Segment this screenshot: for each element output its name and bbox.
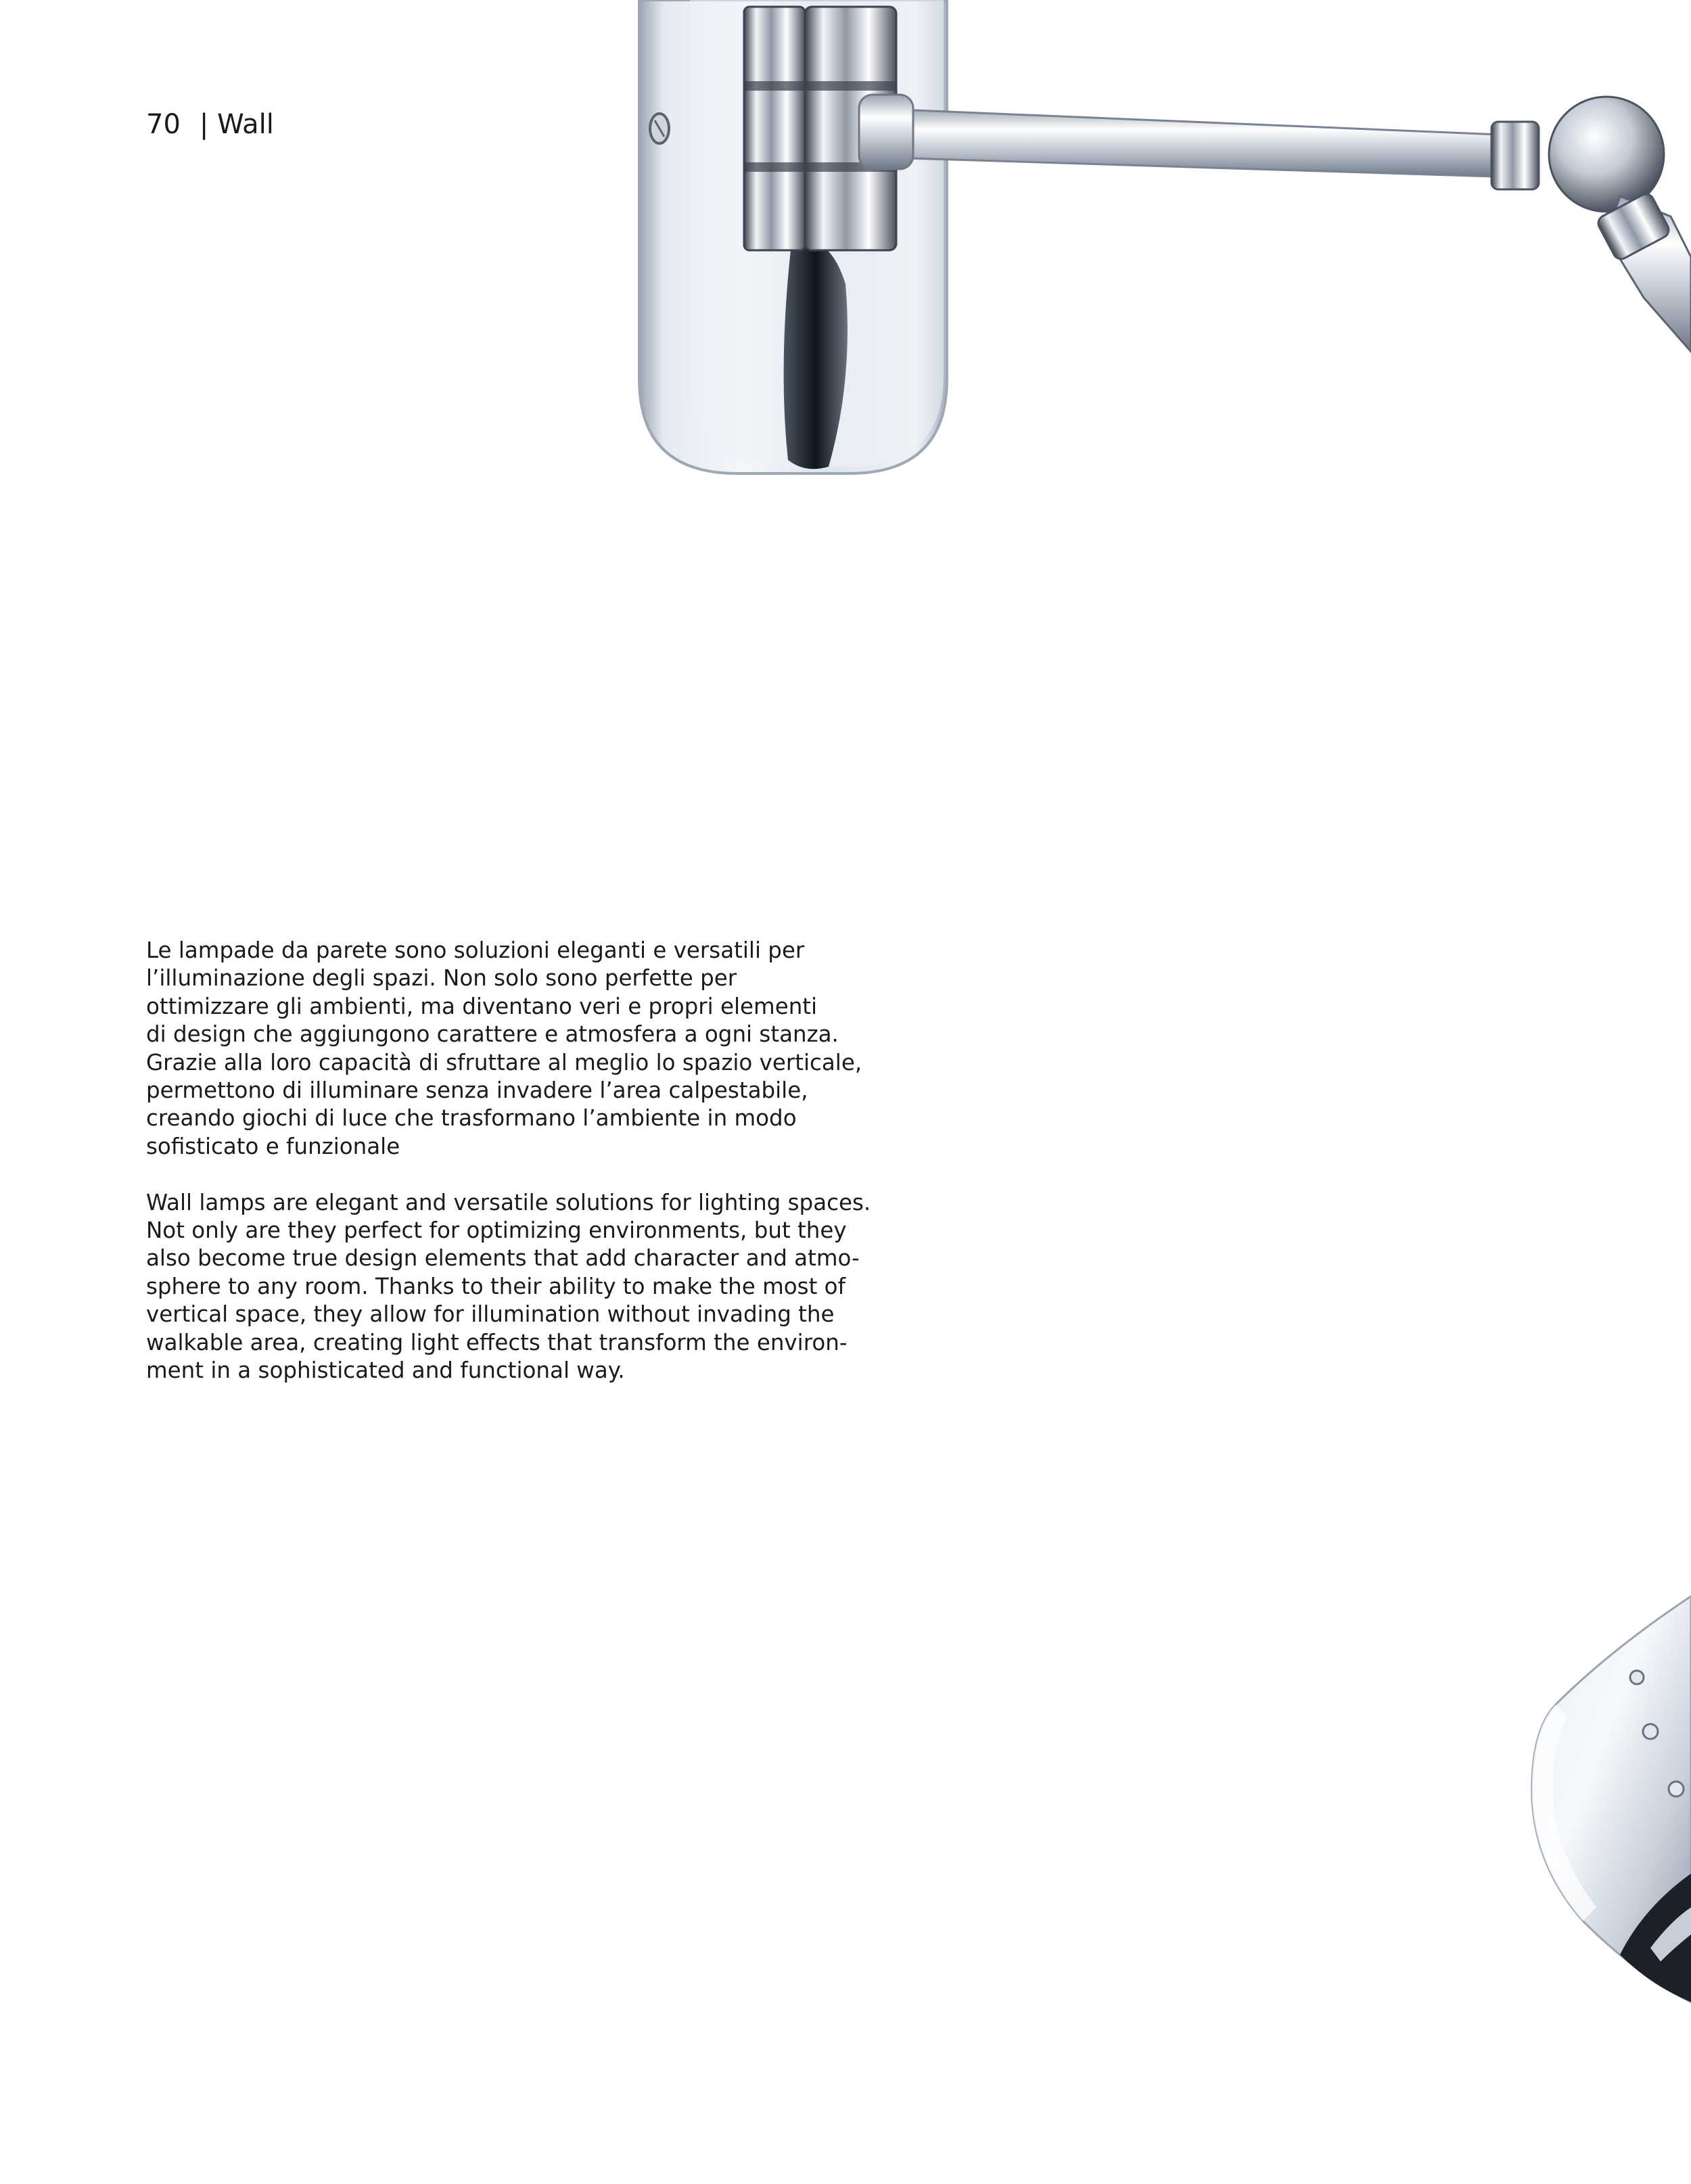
italian-line: l’illuminazione degli spazi. Non solo sono perfette per xyxy=(146,965,737,992)
italian-paragraph xyxy=(146,937,862,1161)
english-line: ment in a sophisticated and functional way. xyxy=(146,1357,625,1384)
page-number: 70 xyxy=(146,109,181,140)
lamp-arm xyxy=(866,108,1515,177)
italian-line: Le lampade da parete sono soluzioni eleganti e versatili per xyxy=(146,937,805,963)
italian-line: Grazie alla loro capacità di sfruttare al meglio lo spazio verticale, xyxy=(146,1049,862,1075)
lamp-shade xyxy=(1532,1596,1691,2002)
english-line: Wall lamps are elegant and versatile solutions for lighting spaces. xyxy=(146,1189,871,1215)
english-line: Not only are they perfect for optimizing environments, but they xyxy=(146,1217,847,1244)
english-line: vertical space, they allow for illumination without invading the xyxy=(146,1301,835,1328)
section-title: | Wall xyxy=(199,109,274,140)
wall-plate xyxy=(639,0,947,473)
english-line: walkable area, creating light effects that transform the environ- xyxy=(146,1329,848,1355)
italian-line: ottimizzare gli ambienti, ma diventano veri e propri elementi xyxy=(146,993,818,1019)
running-header xyxy=(146,104,274,145)
english-paragraph xyxy=(146,1189,871,1385)
hinge-block xyxy=(744,7,805,250)
italian-line: creando giochi di luce che trasformano l’ambiente in modo xyxy=(146,1105,797,1132)
body-text xyxy=(146,937,871,1385)
angled-tube xyxy=(1606,196,1691,352)
plate-reflection xyxy=(784,241,848,469)
shade-rivet xyxy=(1630,1671,1644,1684)
shade-inner-reflection xyxy=(1620,1874,1691,2002)
italian-line: sofisticato e funzionale xyxy=(146,1133,400,1159)
italian-line: permettono di illuminare senza invadere l’area calpestabile, xyxy=(146,1077,808,1104)
english-line: also become true design elements that add character and atmo- xyxy=(146,1245,860,1272)
italian-line: di design che aggiungono carattere e atmosfera a ogni stanza. xyxy=(146,1021,839,1048)
plate-screw xyxy=(650,114,669,143)
ball-joint xyxy=(1549,97,1664,212)
english-line: sphere to any room. Thanks to their ability to make the most of xyxy=(146,1273,846,1299)
